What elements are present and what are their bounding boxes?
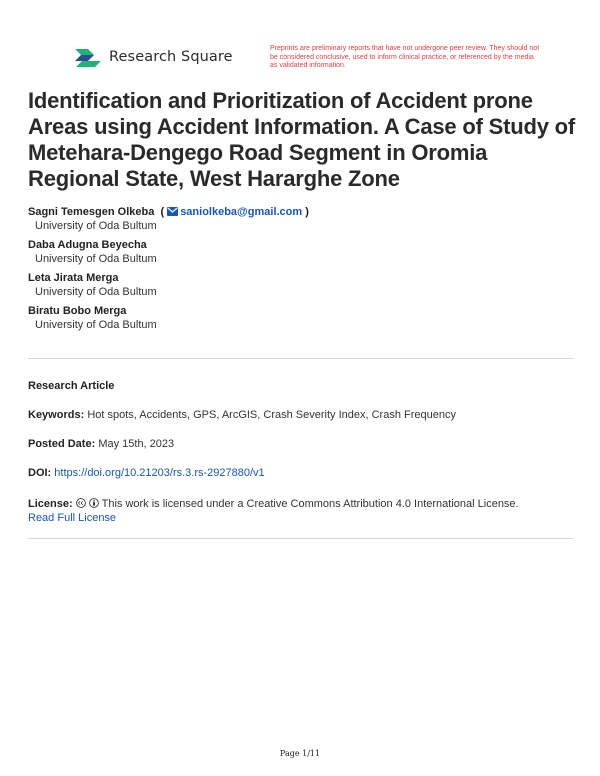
cc-icon <box>76 498 86 508</box>
read-full-license-link[interactable]: Read Full License <box>28 512 117 524</box>
author-list <box>28 205 576 337</box>
author-1: Sagni Temesgen Olkeba ( saniolkeba@gmail.com ) University of Oda Bultum <box>28 205 576 234</box>
research-square-logo[interactable] <box>74 47 233 67</box>
keywords-value: Hot spots, Accidents, GPS, ArcGIS, Crash Severity Index, Crash Frequency <box>87 409 456 421</box>
posted-date-line <box>28 437 576 451</box>
article-type <box>28 379 576 393</box>
author-affiliation: University of Oda Bultum <box>35 220 157 232</box>
license-label: License: <box>28 498 73 510</box>
by-icon <box>89 498 99 508</box>
author-4 <box>28 304 576 333</box>
divider <box>28 358 573 359</box>
author-2 <box>28 238 576 267</box>
research-square-logo-icon <box>74 47 102 67</box>
preprint-disclaimer: Preprints are preliminary reports that have not undergone peer review. They should not be considered conclusive, used to inform clinical practice, or referenced by the media as validated information. <box>270 45 540 70</box>
author-affiliation: University of Oda Bultum <box>35 253 157 265</box>
keywords-label: Keywords: <box>28 409 85 421</box>
license-text: This work is licensed under a Creative Commons Attribution 4.0 International License. <box>101 498 519 510</box>
author-name: Sagni Temesgen Olkeba <box>28 206 155 218</box>
author-affiliation: University of Oda Bultum <box>35 319 157 331</box>
author-3 <box>28 271 576 300</box>
mail-icon <box>167 207 178 216</box>
doi-label: DOI: <box>28 467 52 479</box>
doi-link[interactable]: https://doi.org/10.21203/rs.3.rs-2927880/v1 <box>54 467 265 479</box>
logo-text: Research Square <box>109 49 233 65</box>
license-line <box>28 497 576 525</box>
author-name: Leta Jirata Merga <box>28 272 119 284</box>
posted-date-value: May 15th, 2023 <box>98 438 175 450</box>
author-name: Biratu Bobo Merga <box>28 305 127 317</box>
page-number: Page 1/11 <box>279 749 321 758</box>
posted-date-label: Posted Date: <box>28 438 96 450</box>
doi-line <box>28 466 576 480</box>
author-affiliation: University of Oda Bultum <box>35 286 157 298</box>
author-name: Daba Adugna Beyecha <box>28 239 147 251</box>
author-email-link[interactable]: saniolkeba@gmail.com <box>180 206 303 218</box>
paper-title: Identification and Prioritization of Accident prone Areas using Accident Information. A Case of Study of Metehara-Dengego Road Segment in Oromia Regional State, West Hararghe Zone <box>28 88 576 191</box>
article-type-label: Research Article <box>28 380 115 392</box>
keywords-line <box>28 408 576 422</box>
divider <box>28 538 573 539</box>
